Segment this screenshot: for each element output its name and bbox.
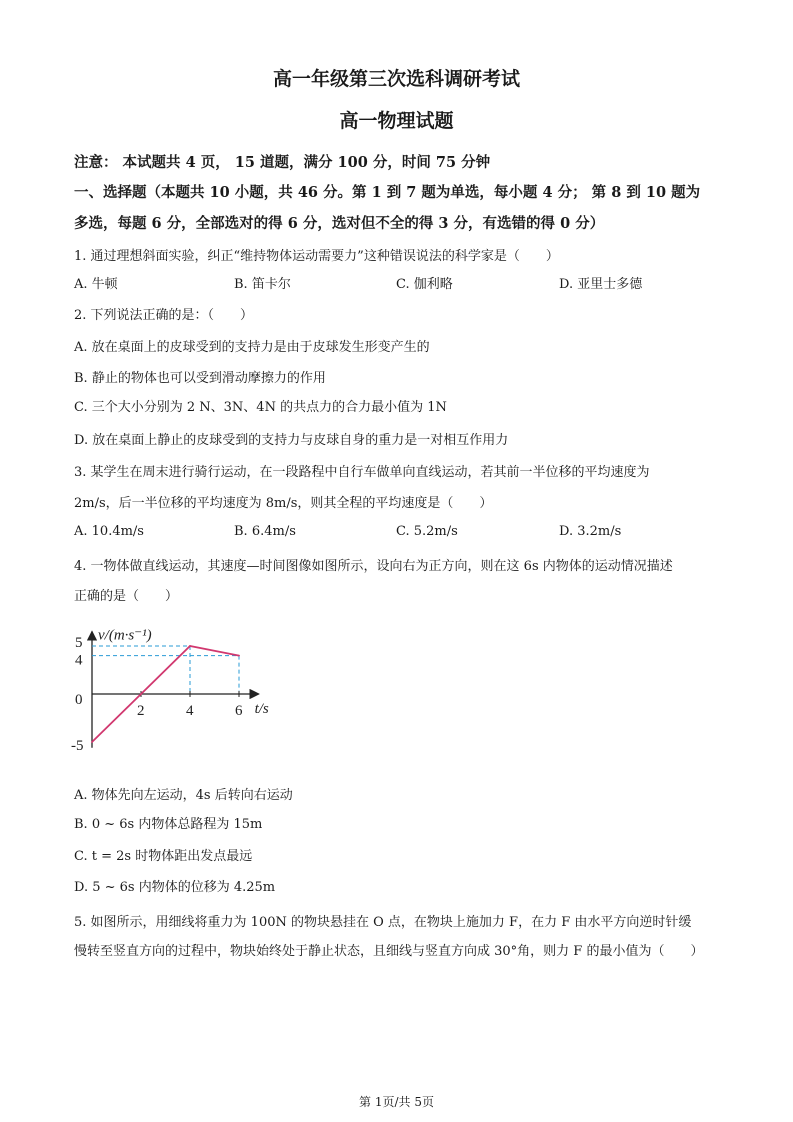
y-tick-label: 4 (75, 652, 83, 669)
q2-option-a: A. 放在桌面上的皮球受到的支持力是由于皮球发生形变产生的 (74, 340, 430, 355)
question-4-stem-line2: 正确的是（ ） (74, 589, 179, 604)
q2-option-b: B. 静止的物体也可以受到滑动摩擦力的作用 (74, 371, 326, 386)
x-axis-label: t/s (254, 701, 269, 717)
q1-option-c: C. 伽利略 (396, 277, 453, 292)
x-tick-label: 2 (137, 703, 145, 719)
q3-option-c: C. 5.2m/s (396, 524, 458, 539)
question-3-stem-line1: 3. 某学生在周末进行骑行运动，在一段路程中自行车做单向直线运动，若其前一半位移的平均速度为 (74, 465, 650, 480)
q1-option-b: B. 笛卡尔 (234, 277, 291, 292)
data-point (189, 645, 191, 647)
question-1-stem: 1. 通过理想斜面实验，纠正“维持物体运动需要力”这种错误说法的科学家是（ ） (74, 249, 559, 264)
question-3-stem-line2: 2m/s，后一半位移的平均速度为 8m/s，则其全程的平均速度是（ ） (74, 496, 493, 511)
exam-subtitle: 高一物理试题 (339, 110, 454, 132)
q2-option-d: D. 放在桌面上静止的皮球受到的支持力与皮球自身的重力是一对相互作用力 (74, 433, 509, 448)
q1-option-a: A. 牛顿 (74, 277, 118, 292)
q2-option-c: C. 三个大小分别为 2 N、3N、4N 的共点力的合力最小值为 1N (74, 400, 447, 415)
y-tick-label: 5 (75, 635, 83, 651)
x-tick-label: 6 (235, 703, 243, 719)
notice: 注意： 本试题共 4 页， 15 道题，满分 100 分，时间 75 分钟 (74, 154, 491, 171)
page-footer: 第 1页/共 5页 (359, 1095, 434, 1109)
q4-option-a: A. 物体先向左运动，4s 后转向右运动 (74, 788, 293, 803)
velocity-time-chart (55, 605, 295, 765)
question-5-stem-line2: 慢转至竖直方向的过程中，物块始终处于静止状态，且细线与竖直方向成 30°角，则力 F 的最小值为（ ） (74, 944, 704, 959)
data-point (238, 655, 240, 657)
question-5-stem-line1: 5. 如图所示，用细线将重力为 100N 的物块悬挂在 O 点，在物块上施加力 F，在力 F 由水平方向逆时针缓 (74, 915, 692, 930)
section-heading-line2: 多选，每题 6 分，全部选对的得 6 分，选对但不全的得 3 分，有选错的得 0 分） (74, 215, 605, 232)
y-tick-label: -5 (71, 738, 84, 754)
question-4-stem-line1: 4. 一物体做直线运动，其速度—时间图像如图所示，设向右为正方向，则在这 6s 内物体的运动情况描述 (74, 559, 673, 574)
y-tick-label: 0 (75, 692, 83, 708)
data-point (91, 741, 93, 743)
question-2-stem: 2. 下列说法正确的是：（ ） (74, 308, 254, 323)
q4-option-d: D. 5 ~ 6s 内物体的位移为 4.25m (74, 880, 276, 895)
section-heading-line1: 一、选择题（本题共 10 小题，共 46 分。第 1 到 7 题为单选，每小题 4 分； 第 8 到 10 题为 (74, 184, 701, 201)
q3-option-a: A. 10.4m/s (74, 524, 144, 539)
q4-option-c: C. t = 2s 时物体距出发点最远 (74, 849, 253, 864)
q4-option-b: B. 0 ~ 6s 内物体总路程为 15m (74, 817, 263, 832)
q1-option-d: D. 亚里士多德 (559, 277, 643, 292)
q3-option-b: B. 6.4m/s (234, 524, 296, 539)
q3-option-d: D. 3.2m/s (559, 524, 622, 539)
exam-title: 高一年级第三次选科调研考试 (272, 68, 520, 90)
y-axis-label: v/(m·s⁻¹) (98, 627, 152, 644)
x-tick-label: 4 (186, 703, 194, 719)
